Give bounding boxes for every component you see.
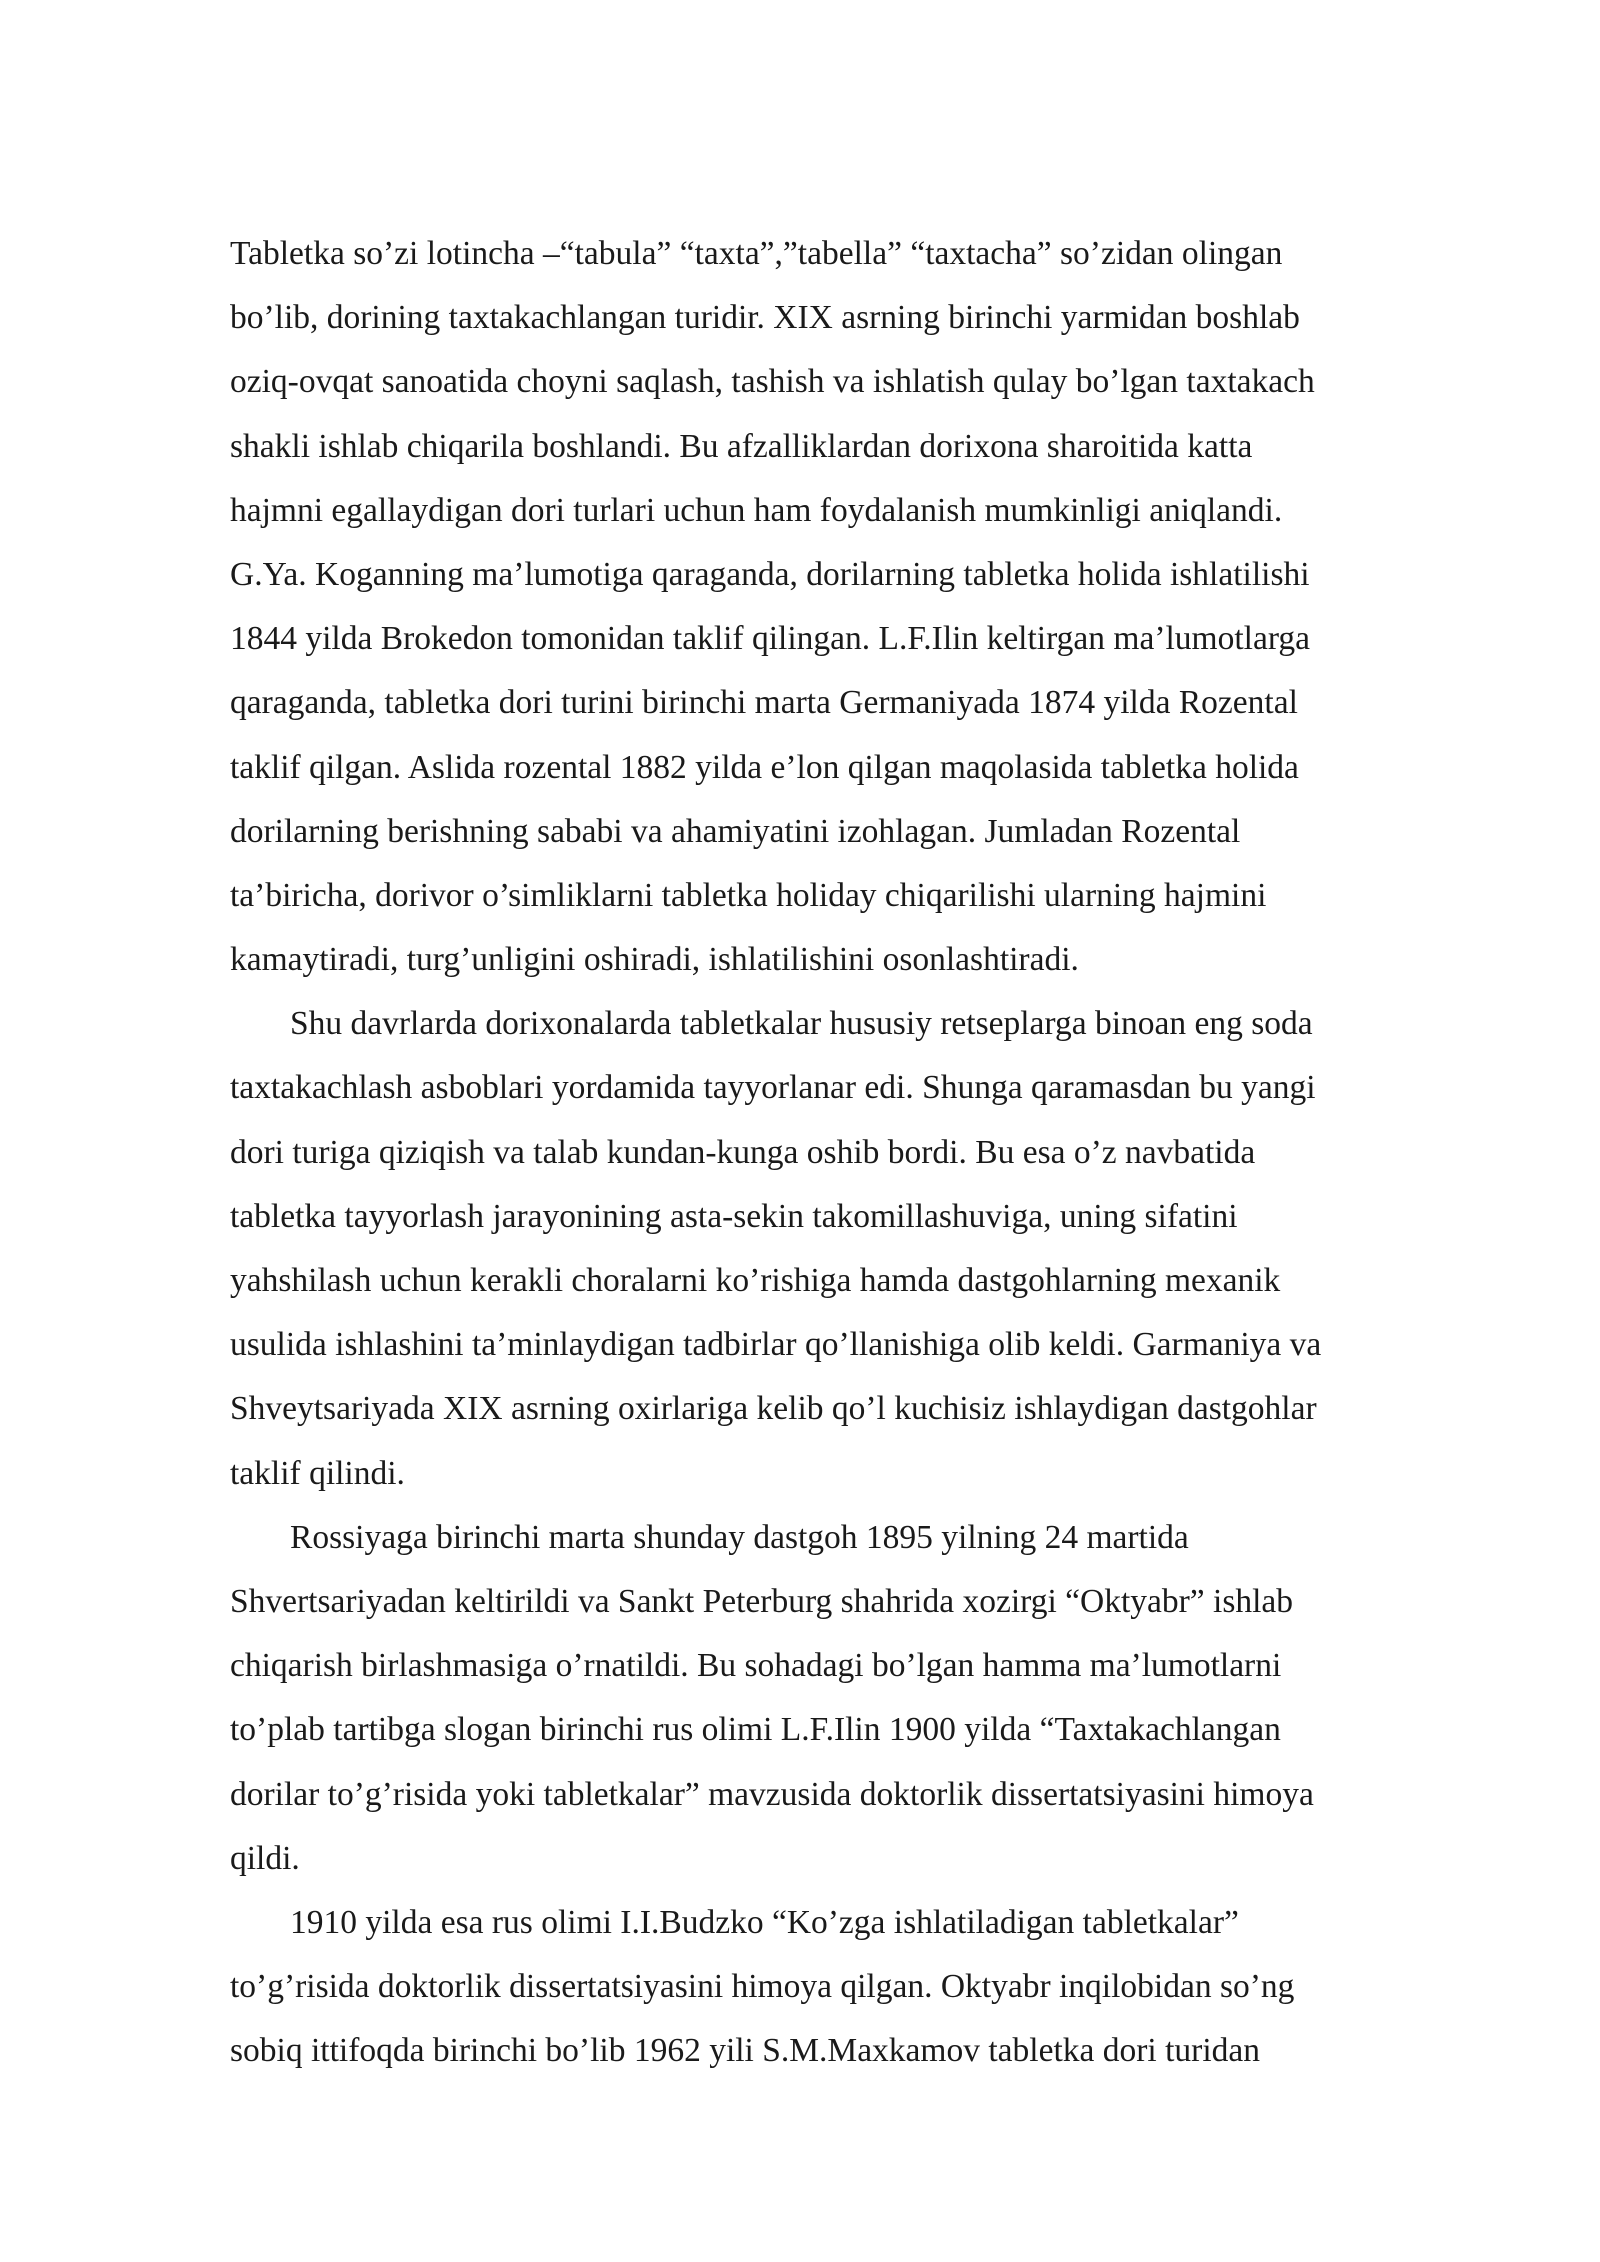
text-line: hajmni egallaydigan dori turlari uchun ham foydalanish mumkinligi aniqlandi. (230, 491, 1283, 529)
paragraph-first-line: Rossiyaga birinchi marta shunday dastgoh 1895 yilning 24 martida (290, 1518, 1189, 1556)
text-line: sobiq ittifoqda birinchi bo’lib 1962 yili S.M.Maxkamov tabletka dori turidan (230, 2032, 1260, 2070)
text-line: taxtakachlash asboblari yordamida tayyorlanar edi. Shunga qaramasdan bu yangi (230, 1069, 1316, 1107)
text-line: yahshilash uchun kerakli choralarni ko’rishiga hamda dastgohlarning mexanik (230, 1262, 1281, 1299)
text-line: Tabletka so’zi lotincha –“tabula” “taxta”,”tabella” “taxtacha” so’zidan olingan (230, 235, 1283, 272)
text-line: tabletka tayyorlash jarayonining asta-sekin takomillashuviga, uning sifatini (230, 1197, 1238, 1235)
text-line: taklif qilgan. Aslida rozental 1882 yilda e’lon qilgan maqolasida tabletka holida (230, 748, 1299, 786)
text-line: oziq-ovqat sanoatida choyni saqlash, tashish va ishlatish qulay bo’lgan taxtakach (230, 363, 1315, 401)
text-line: dorilarning berishning sababi va ahamiyatini izohlagan. Jumladan Rozental (230, 812, 1241, 850)
body-text (230, 222, 1470, 2083)
paragraph-first-line: Shu davrlarda dorixonalarda tabletkalar hususiy retseplarga binoan eng soda (290, 1005, 1313, 1043)
text-line: to’g’risida doktorlik dissertatsiyasini himoya qilgan. Oktyabr inqilobidan so’ng (230, 1968, 1295, 2006)
text-line: G.Ya. Koganning ma’lumotiga qaraganda, dorilarning tabletka holida ishlatilishi (230, 555, 1310, 593)
text-line: Shveytsariyada XIX asrning oxirlariga kelib qo’l kuchisiz ishlaydigan dastgohlar (230, 1390, 1317, 1428)
text-line: usulida ishlashini ta’minlaydigan tadbirlar qo’llanishiga olib keldi. Garmaniya va (230, 1326, 1322, 1364)
text-line: qildi. (230, 1839, 300, 1877)
text-line: qaraganda, tabletka dori turini birinchi marta Germaniyada 1874 yilda Rozental (230, 684, 1298, 722)
text-line: ta’biricha, dorivor o’simliklarni tabletka holiday chiqarilishi ularning hajmini (230, 876, 1267, 914)
text-line: bo’lib, dorining taxtakachlangan turidir. XIX asrning birinchi yarmidan boshlab (230, 299, 1300, 337)
text-line: to’plab tartibga slogan birinchi rus olimi L.F.Ilin 1900 yilda “Taxtakachlangan (230, 1711, 1281, 1749)
text-line: taklif qilindi. (230, 1454, 405, 1492)
text-line: dorilar to’g’risida yoki tabletkalar” mavzusida doktorlik dissertatsiyasini himoya (230, 1775, 1314, 1813)
text-line: chiqarish birlashmasiga o’rnatildi. Bu sohadagi bo’lgan hamma ma’lumotlarni (230, 1647, 1282, 1685)
text-line: kamaytiradi, turg’unligini oshiradi, ishlatilishini osonlashtiradi. (230, 941, 1079, 979)
text-line: 1844 yilda Brokedon tomonidan taklif qilingan. L.F.Ilin keltirgan ma’lumotlarga (230, 620, 1310, 658)
text-line: Shvertsariyadan keltirildi va Sankt Peterburg shahrida xozirgi “Oktyabr” ishlab (230, 1582, 1294, 1620)
text-line: shakli ishlab chiqarila boshlandi. Bu afzalliklardan dorixona sharoitida katta (230, 427, 1253, 465)
paragraph-first-line: 1910 yilda esa rus olimi I.I.Budzko “Ko’zga ishlatiladigan tabletkalar” (290, 1903, 1239, 1941)
text-line: dori turiga qiziqish va talab kundan-kunga oshib bordi. Bu esa o’z navbatida (230, 1133, 1256, 1171)
